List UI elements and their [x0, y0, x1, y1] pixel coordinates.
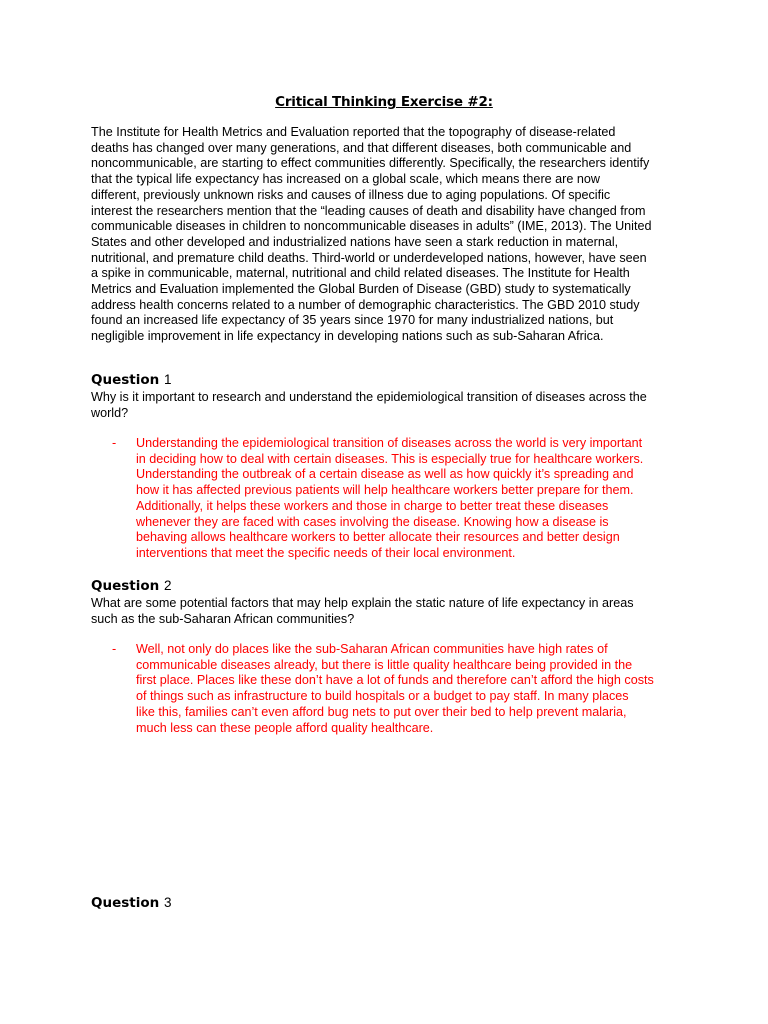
- answer-line: interventions that meet the specific needs of their local environment.: [136, 545, 516, 560]
- intro-line: States and other developed and industrialized nations have seen a stark reduction in maternal,: [91, 234, 619, 249]
- answer-text: [136, 436, 684, 562]
- answer-line: Additionally, it helps these workers and those in charge to better treat these diseases: [136, 498, 609, 513]
- intro-line: interest the researchers mention that the “leading causes of death and disability have changed from: [91, 203, 646, 218]
- question-1-prompt: [91, 390, 691, 421]
- answer-bullet: -: [112, 436, 117, 450]
- answer-bullet: -: [112, 642, 117, 656]
- intro-line: nutritional, and premature child deaths. Third-world or underdeveloped nations, however, have seen: [91, 250, 647, 265]
- answer-line: Well, not only do places like the sub-Saharan African communities have high rates of: [136, 642, 608, 656]
- intro-line: Metrics and Evaluation implemented the Global Burden of Disease (GBD) study to systematically: [91, 282, 631, 297]
- question-number: 2: [163, 578, 172, 593]
- answer-line: of things such as infrastructure to build hospitals or a budget to pay staff. In many places: [136, 689, 629, 704]
- answer-line: how it has affected previous patients will help healthcare workers better prepare for them.: [136, 483, 634, 498]
- prompt-line: What are some potential factors that may help explain the static nature of life expectancy in areas: [91, 596, 634, 610]
- intro-line: negligible improvement in life expectancy in developing nations such as sub-Saharan Africa.: [91, 329, 604, 344]
- question-label: Question: [91, 372, 160, 388]
- question-1-heading: [91, 372, 171, 388]
- intro-line: address health concerns related to a number of demographic characteristics. The GBD 2010 study: [91, 297, 640, 312]
- answer-line: like this, families can’t even afford bug nets to put over their bed to help prevent malaria,: [136, 704, 627, 719]
- answer-text: [136, 642, 684, 736]
- intro-line: found an increased life expectancy of 35 years since 1970 for many industrialized nations, but: [91, 313, 614, 328]
- answer-line: Understanding the outbreak of a certain disease as well as how quickly it’s spreading and: [136, 467, 634, 482]
- intro-line: a spike in communicable, maternal, nutritional and child related diseases. The Institute for Health: [91, 266, 630, 281]
- answer-line: communicable diseases already, but there is little quality healthcare being provided in the: [136, 657, 633, 672]
- answer-line: whenever they are faced with cases involving the disease. Knowing how a disease is: [136, 514, 609, 529]
- intro-paragraph: [91, 125, 691, 345]
- answer-line: behaving allows healthcare workers to better allocate their resources and better design: [136, 530, 620, 545]
- intro-line: that the typical life expectancy has increased on a global scale, which means there are now: [91, 172, 600, 187]
- intro-line: noncommunicable, are starting to effect communities differently. Specifically, the researchers identify: [91, 156, 650, 171]
- question-number: 3: [163, 895, 172, 910]
- question-2-prompt: [91, 596, 691, 627]
- answer-line: first place. Places like these don’t have a lot of funds and therefore can’t afford the high costs: [136, 673, 654, 688]
- intro-line: deaths has changed over many generations, and that different diseases, both communicable and: [91, 140, 632, 155]
- answer-line: much less can these people afford quality healthcare.: [136, 720, 434, 735]
- prompt-line: such as the sub-Saharan African communities?: [91, 611, 355, 626]
- question-number: 1: [163, 372, 172, 387]
- prompt-line: Why is it important to research and understand the epidemiological transition of diseases across the: [91, 390, 647, 404]
- answer-line: in deciding how to deal with certain diseases. This is especially true for healthcare workers.: [136, 451, 644, 466]
- prompt-line: world?: [91, 405, 129, 420]
- intro-line: different, previously unknown risks and causes of illness due to aging populations. Of specific: [91, 187, 611, 202]
- intro-line: The Institute for Health Metrics and Evaluation reported that the topography of disease-related: [91, 125, 616, 139]
- question-label: Question: [91, 895, 160, 911]
- intro-line: communicable diseases in children to noncommunicable diseases in adults” (IME, 2013). The United: [91, 219, 652, 234]
- question-3-heading: [91, 895, 171, 911]
- document-title: Critical Thinking Exercise #2:: [275, 94, 493, 110]
- answer-line: Understanding the epidemiological transition of diseases across the world is very important: [136, 436, 643, 450]
- question-label: Question: [91, 578, 160, 594]
- question-2-heading: [91, 578, 171, 594]
